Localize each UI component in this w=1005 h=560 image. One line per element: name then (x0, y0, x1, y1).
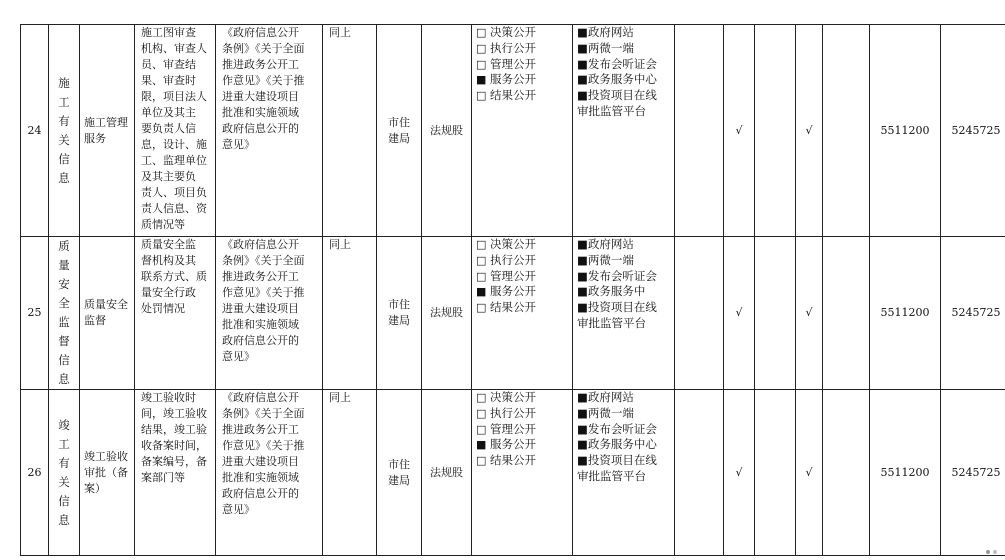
basis-line: 政府信息公开的 (222, 334, 299, 347)
basis-line: 批准和实施领域 (222, 471, 299, 484)
item-cell (80, 390, 135, 556)
basis-line: 作意见》《关于推 (222, 74, 305, 87)
unchecked-box-icon: □ (476, 238, 487, 251)
content-line: 量安全行政 (141, 286, 196, 299)
phone-cell: 5245725 (941, 390, 1005, 556)
channel-option: ■政务服务中心 (577, 72, 657, 87)
content-line: 案部门等 (141, 471, 185, 484)
unchecked-box-icon: □ (476, 269, 487, 283)
basis-line: 进重大建设项目 (222, 90, 299, 103)
content-line: 责人、项目负 (141, 186, 207, 199)
disclosure-option (476, 253, 568, 269)
phone-cell: 5245725 (941, 237, 1005, 390)
disclosure-option-label: 管理公开 (490, 56, 536, 71)
content-line: 果、审查时 (141, 74, 196, 87)
channel-option: ■发布会听证会 (577, 56, 657, 71)
basis-line: 作意见》《关于推 (222, 286, 305, 299)
basis-line: 《政府信息公开 (222, 391, 299, 404)
content-line: 间，竣工验收 (141, 407, 207, 420)
disclosure-option-label: 决策公开 (490, 390, 536, 404)
unit-cell: 法规股 (422, 25, 472, 237)
disclosure-option (476, 57, 568, 73)
unchecked-box-icon: □ (476, 406, 487, 420)
empty-cell (675, 390, 724, 556)
item-text: 施工管理服务 (84, 115, 128, 145)
disclosure-type-cell (472, 390, 573, 556)
disclosure-option-label: 执行公开 (490, 405, 536, 420)
content-line: 工、监理单位 (141, 154, 207, 167)
content-line: 施工图审查 (141, 26, 196, 39)
disclosure-option-label: 决策公开 (490, 25, 536, 39)
basis-line: 进重大建设项目 (222, 302, 299, 315)
disclosure-option (476, 390, 568, 406)
disclosure-table (20, 24, 1005, 556)
channel-option: ■政务服务中心 (577, 437, 657, 452)
checkmark-cell: √ (796, 25, 823, 237)
content-line: 处罚情况 (141, 302, 185, 315)
unchecked-box-icon: □ (476, 253, 487, 267)
unchecked-box-icon: □ (476, 57, 487, 71)
checkmark-cell: √ (724, 237, 755, 390)
department-cell (377, 237, 422, 390)
channel-option: ■政府网站 (577, 390, 634, 404)
checked-box-icon: ■ (476, 438, 487, 452)
table-row (21, 237, 1005, 390)
channel-option: ■政务服务中 (577, 284, 646, 299)
disclosure-option (476, 72, 568, 88)
channel-option: ■发布会听证会 (577, 421, 657, 436)
channel-option: ■投资项目在线 (577, 453, 657, 468)
basis-cell (216, 237, 323, 390)
disclosure-option (476, 406, 568, 422)
empty-cell (823, 25, 870, 237)
department-line: 市住 (388, 298, 410, 311)
department-line: 建局 (388, 131, 410, 145)
disclosure-option (476, 453, 568, 469)
empty-cell (755, 237, 796, 390)
content-line: 要负责人信 (141, 122, 196, 135)
content-line: 责人信息、资 (141, 202, 207, 215)
checkmark-cell: √ (724, 25, 755, 237)
corner-mark-icon (985, 548, 999, 556)
channel-option: ■两微一端 (577, 405, 634, 420)
channel-option: ■两微一端 (577, 40, 634, 55)
row-number-cell: 26 (21, 390, 49, 556)
channel-option: ■投资项目在线 (577, 88, 657, 103)
phone-cell: 5511200 (870, 25, 941, 237)
basis-cell (216, 390, 323, 556)
unchecked-box-icon: □ (476, 26, 487, 39)
channels-cell (573, 390, 675, 556)
item-text: 质量安全监督 (84, 298, 128, 327)
disclosure-option-label: 服务公开 (490, 284, 536, 299)
basis-line: 推进政务公开工 (222, 58, 299, 71)
time-cell: 同上 (323, 25, 377, 237)
unit-cell: 法规股 (422, 390, 472, 556)
content-line: 收备案时间， (141, 439, 207, 452)
basis-line: 政府信息公开的 (222, 122, 299, 135)
disclosure-option (476, 41, 568, 57)
content-line: 单位及其主 (141, 106, 196, 119)
basis-line: 意见》 (222, 503, 255, 516)
basis-line: 批准和实施领域 (222, 318, 299, 331)
disclosure-option-label: 执行公开 (490, 252, 536, 267)
content-line: 结果，竣工验 (141, 423, 207, 436)
channels-cell (573, 237, 675, 390)
unit-cell: 法规股 (422, 237, 472, 390)
content-line: 备案编号，备 (141, 455, 207, 468)
department-line: 市住 (388, 457, 410, 471)
department-line: 建局 (388, 314, 410, 327)
basis-line: 条例》《关于全面 (222, 42, 305, 55)
content-cell (135, 237, 216, 390)
channel-option: ■投资项目在线 (577, 300, 657, 315)
table-row (21, 390, 1005, 556)
disclosure-option (476, 237, 568, 253)
category-text: 质量安全监督信息 (58, 239, 70, 386)
phone-cell: 5511200 (870, 237, 941, 390)
disclosure-option (476, 284, 568, 300)
unchecked-box-icon: □ (476, 89, 487, 103)
disclosure-option-label: 结果公开 (490, 300, 536, 315)
content-line: 质量安全监 (141, 238, 196, 251)
content-line: 联系方式、质 (141, 270, 207, 283)
basis-line: 《政府信息公开 (222, 26, 299, 39)
basis-line: 意见》 (222, 350, 255, 363)
unchecked-box-icon: □ (476, 422, 487, 436)
empty-cell (755, 390, 796, 556)
channels-cell (573, 25, 675, 237)
empty-cell (755, 25, 796, 237)
time-cell: 同上 (323, 237, 377, 390)
disclosure-option (476, 88, 568, 104)
content-cell (135, 25, 216, 237)
disclosure-option-label: 服务公开 (490, 437, 536, 452)
department-line: 建局 (388, 473, 410, 487)
disclosure-option (476, 437, 568, 453)
disclosure-option (476, 422, 568, 438)
row-number-cell: 25 (21, 237, 49, 390)
disclosure-option-label: 决策公开 (490, 237, 536, 251)
item-text: 竣工验收审批（备案） (84, 449, 128, 495)
disclosure-option-label: 服务公开 (490, 72, 536, 87)
category-text: 竣工有关信息 (58, 417, 70, 527)
empty-cell (823, 390, 870, 556)
content-line: 竣工验收时 (141, 391, 196, 404)
table-row (21, 25, 1005, 237)
channel-option: 审批监管平台 (577, 315, 646, 330)
department-cell (377, 25, 422, 237)
disclosure-option-label: 结果公开 (490, 88, 536, 103)
basis-line: 条例》《关于全面 (222, 254, 305, 267)
checked-box-icon: ■ (476, 285, 487, 299)
channel-option: ■两微一端 (577, 252, 634, 267)
unchecked-box-icon: □ (476, 454, 487, 468)
basis-line: 推进政务公开工 (222, 270, 299, 283)
basis-line: 政府信息公开的 (222, 487, 299, 500)
channel-option: ■发布会听证会 (577, 268, 657, 283)
content-line: 员、审查结 (141, 58, 196, 71)
disclosure-option-label: 管理公开 (490, 268, 536, 283)
disclosure-option (476, 269, 568, 285)
basis-line: 批准和实施领域 (222, 106, 299, 119)
content-line: 及其主要负 (141, 170, 196, 183)
basis-line: 进重大建设项目 (222, 455, 299, 468)
content-line: 督机构及其 (141, 254, 196, 267)
empty-cell (675, 25, 724, 237)
category-cell (49, 390, 80, 556)
basis-line: 作意见》《关于推 (222, 439, 305, 452)
content-line: 息，设计、施 (141, 138, 207, 151)
unchecked-box-icon: □ (476, 41, 487, 55)
item-cell (80, 237, 135, 390)
channel-option: 审批监管平台 (577, 103, 646, 118)
checkmark-cell: √ (796, 390, 823, 556)
disclosure-option-label: 执行公开 (490, 40, 536, 55)
content-line: 限，项目法人 (141, 90, 207, 103)
category-text: 施工有关信息 (58, 75, 70, 185)
unchecked-box-icon: □ (476, 301, 487, 315)
basis-line: 《政府信息公开 (222, 238, 299, 251)
checkmark-cell: √ (796, 237, 823, 390)
row-number-cell: 24 (21, 25, 49, 237)
content-line: 质情况等 (141, 218, 185, 231)
item-cell (80, 25, 135, 237)
phone-cell: 5245725 (941, 25, 1005, 237)
content-line: 机构、审查人 (141, 42, 207, 55)
channel-option: 审批监管平台 (577, 468, 646, 483)
department-line: 市住 (388, 115, 410, 129)
disclosure-option (476, 300, 568, 316)
department-cell (377, 390, 422, 556)
empty-cell (823, 237, 870, 390)
content-cell (135, 390, 216, 556)
empty-cell (675, 237, 724, 390)
time-cell: 同上 (323, 390, 377, 556)
disclosure-option (476, 25, 568, 41)
basis-cell (216, 25, 323, 237)
category-cell (49, 25, 80, 237)
basis-line: 意见》 (222, 138, 255, 151)
disclosure-option-label: 管理公开 (490, 421, 536, 436)
basis-line: 推进政务公开工 (222, 423, 299, 436)
disclosure-option-label: 结果公开 (490, 453, 536, 468)
phone-cell: 5511200 (870, 390, 941, 556)
checked-box-icon: ■ (476, 73, 487, 87)
checkmark-cell: √ (724, 390, 755, 556)
disclosure-type-cell (472, 25, 573, 237)
channel-option: ■政府网站 (577, 25, 634, 39)
unchecked-box-icon: □ (476, 391, 487, 404)
category-cell (49, 237, 80, 390)
channel-option: ■政府网站 (577, 237, 634, 251)
disclosure-type-cell (472, 237, 573, 390)
basis-line: 条例》《关于全面 (222, 407, 305, 420)
